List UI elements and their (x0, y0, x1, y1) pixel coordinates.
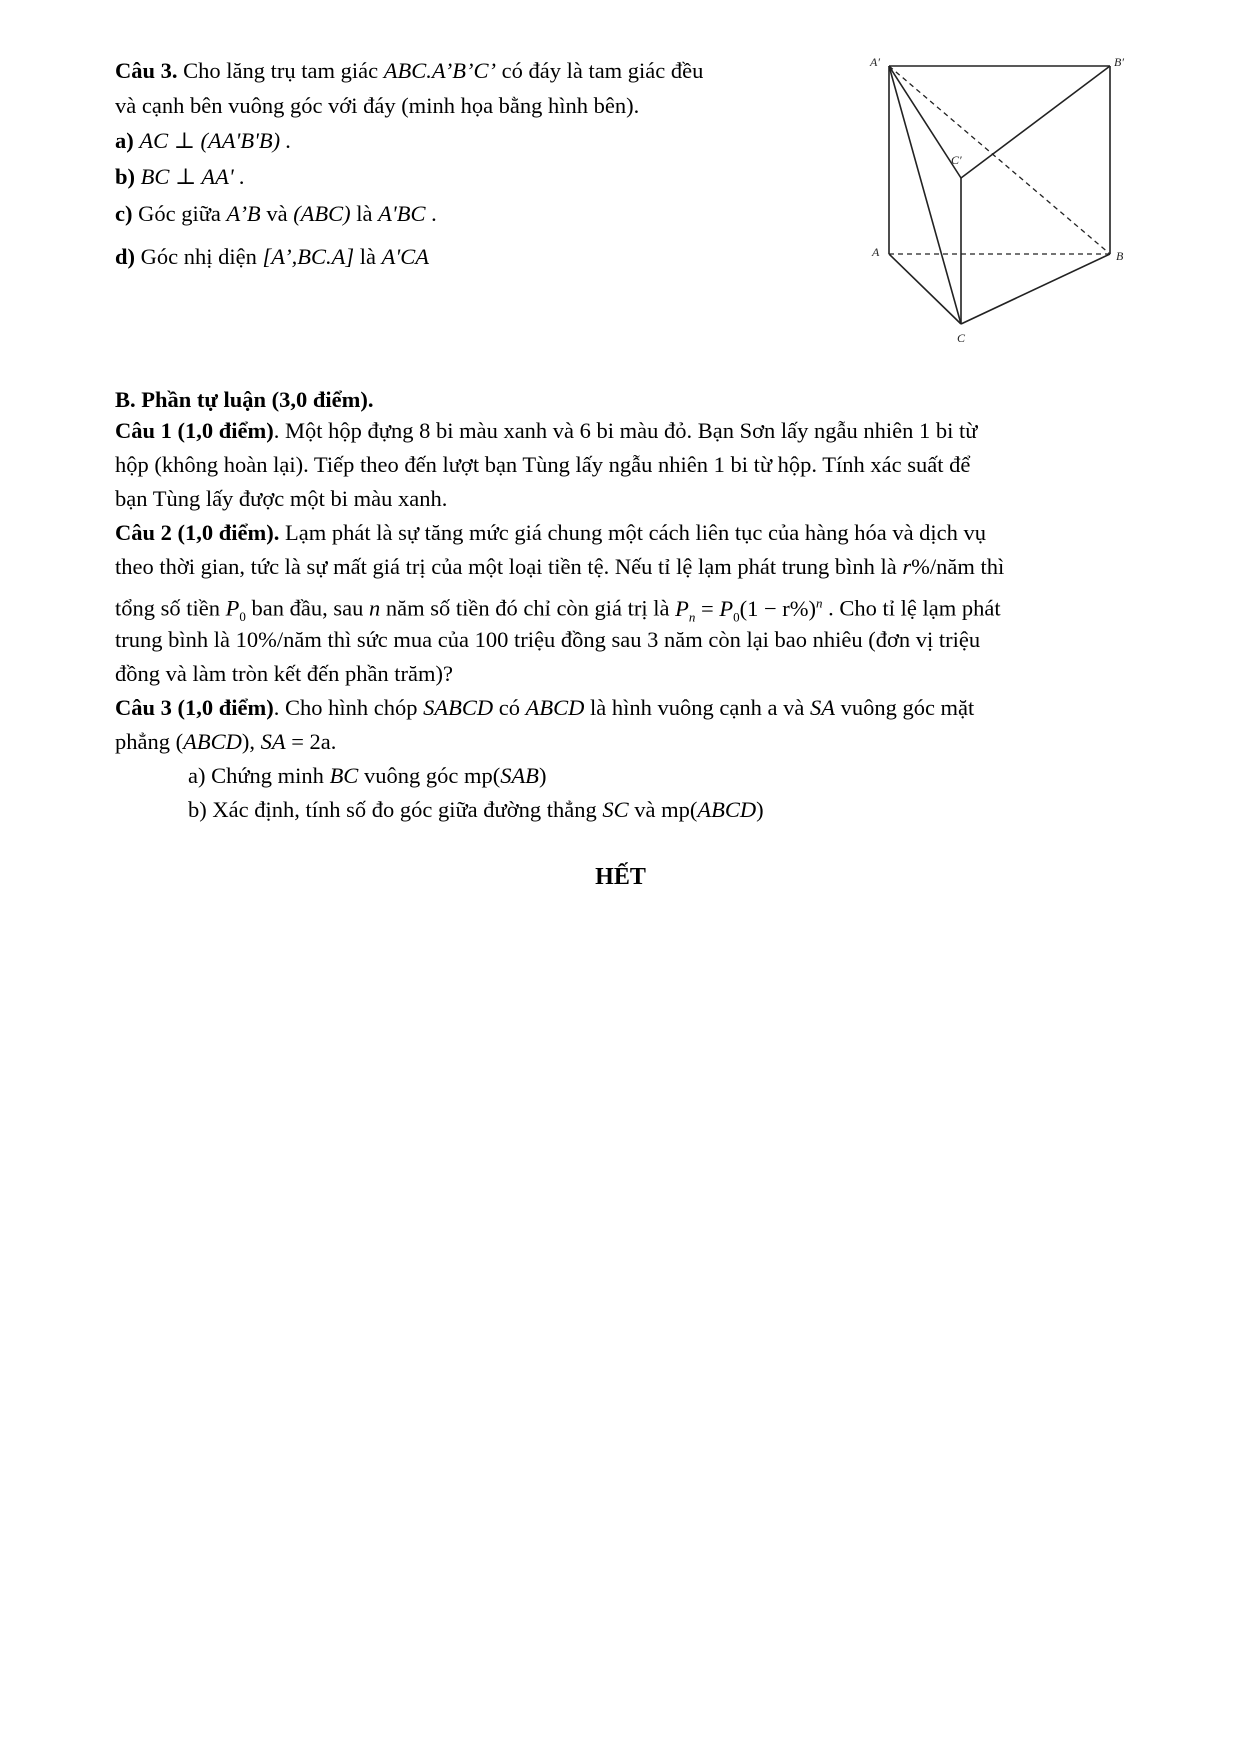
c2-text-3c: năm số tiền đó chỉ còn giá trị là (380, 595, 676, 621)
c3-SABCD: SABCD (423, 695, 494, 720)
c1-head: Câu 1 (1,0 điểm) (115, 418, 274, 443)
segment-AtopB-hidden (889, 66, 1110, 254)
c3-b-ABCD: ABCD (697, 797, 757, 822)
segment-AtopC (889, 66, 961, 324)
option-c-label: c) (115, 201, 133, 226)
end-title: HẾT (595, 864, 646, 890)
c3-a-5: ) (538, 763, 547, 788)
option-c-line: A’B (226, 201, 261, 226)
c1-line-2: hộp (không hoàn lại). Tiếp theo đến lượt bạn Tùng lấy ngẫu nhiên 1 bi từ hộp. Tính xác suất để (115, 452, 971, 477)
option-c-plane: (ABC) (293, 201, 351, 226)
c2-text-3a: tổng số tiền (115, 595, 226, 621)
c2-text-3b: ban đầu, sau (245, 595, 369, 621)
option-a-label: a) (115, 128, 134, 153)
c3-text-2a: phẳng ( (115, 729, 184, 754)
q3-line-1 (115, 54, 703, 88)
option-b-label: b) (115, 164, 136, 189)
c3-a-1: a) Chứng minh (188, 763, 330, 788)
c2-line-1 (115, 516, 986, 550)
c2-n: n (368, 595, 381, 621)
c2-text-2a: theo thời gian, tức là sự mất giá trị của một loại tiền tệ. Nếu tỉ lệ lạm phát trung bình là (115, 554, 903, 579)
option-c-text-3: là (350, 201, 379, 226)
c1-line-3: bạn Tùng lấy được một bi màu xanh. (115, 486, 448, 511)
formula-P-sub: n (688, 609, 696, 624)
c3-ABCD: ABCD (525, 695, 585, 720)
c3-b-5: ) (756, 797, 764, 822)
q3-option-d (115, 240, 429, 274)
edge-BtopCtop (961, 66, 1110, 178)
c2-P0: P (225, 595, 240, 621)
c3-text-1c: là hình vuông cạnh a và (584, 695, 810, 720)
c2-line-5: đồng và làm tròn kết đến phần trăm)? (115, 661, 454, 686)
formula-P0: P (719, 595, 734, 621)
c3-part-b (188, 793, 764, 827)
q3-text-end: có đáy là tam giác đều (495, 58, 704, 83)
c3-head: Câu 3 (1,0 điểm) (115, 695, 274, 720)
c3-text-1a: . Cho hình chóp (273, 695, 424, 720)
c2-text-3d: . Cho tỉ lệ lạm phát (822, 595, 1001, 621)
option-d-dihedral: [A’,BC.A] (262, 244, 355, 269)
c3-text-1b: có (493, 695, 526, 720)
q3-prefix: Câu 3. (115, 58, 178, 83)
c3-text-2c: ), (241, 729, 261, 754)
c3-SA: SA (809, 695, 835, 720)
c2-line-4: trung bình là 10%/năm thì sức mua của 100 triệu đồng sau 3 năm còn lại bao nhiêu (đơn vị triệu (115, 627, 981, 652)
c3-b-1: b) Xác định, tính số đo góc giữa đường thẳng (188, 797, 603, 822)
label-C-top: C′ (951, 153, 962, 167)
label-A-top: A′ (870, 56, 880, 69)
c2-P0-sub: 0 (239, 609, 246, 624)
c3-b-SC: SC (602, 797, 629, 822)
c3-SA-2: SA (260, 729, 286, 754)
formula-P: P (675, 595, 689, 621)
option-c-angle: A'BC (378, 201, 426, 226)
option-c-text-1: Góc giữa (132, 201, 227, 226)
option-b-text: BC ⊥ AA' . (140, 164, 245, 189)
c3-text-1d: vuông góc mặt (834, 695, 975, 720)
c3-text-2e: = 2a. (285, 729, 337, 754)
formula-rest: (1 − r%) (739, 595, 817, 621)
option-d-label: d) (115, 244, 136, 269)
c2-formula (675, 595, 823, 624)
c3-plane: ABCD (183, 729, 242, 754)
label-C: C (957, 331, 966, 345)
option-d-angle: A'CA (381, 244, 429, 269)
c2-r: r (902, 554, 912, 579)
c1-text-1: . Một hộp đựng 8 bi màu xanh và 6 bi màu đỏ. Bạn Sơn lấy ngẫu nhiên 1 bi từ (273, 418, 978, 443)
option-c-text-2: và (260, 201, 294, 226)
label-B-top: B′ (1114, 56, 1124, 69)
c3-a-3: vuông góc mp( (358, 763, 501, 788)
label-B: B (1116, 249, 1124, 263)
q3-option-c (115, 197, 437, 231)
c3-line-1 (115, 691, 974, 725)
q3-option-a (115, 124, 291, 158)
option-d-text-1: Góc nhị diện (135, 244, 263, 269)
partB-heading-text: B. Phần tự luận (3,0 điểm). (115, 387, 374, 412)
q3-option-b (115, 160, 245, 194)
q3-prism: ABC.A’B’C’ (383, 58, 496, 83)
c2-text-2b: %/năm thì (911, 554, 1005, 579)
partB-heading (115, 383, 374, 417)
formula-eq: = (695, 595, 720, 621)
option-a-text: AC ⊥ (AA'B'B) . (139, 128, 292, 153)
q3-text: Cho lăng trụ tam giác (177, 58, 384, 83)
c3-line-2 (115, 725, 336, 759)
c2-text-1: Lạm phát là sự tăng mức giá chung một cách liên tục của hàng hóa và dịch vụ (279, 520, 987, 545)
prism-figure (858, 56, 1138, 356)
label-A: A (872, 245, 880, 259)
c1-line-1 (115, 414, 977, 448)
c3-part-a (188, 759, 546, 793)
c3-a-SAB: SAB (500, 763, 539, 788)
q3-line-2: và cạnh bên vuông góc với đáy (minh họa bằng hình bên). (115, 93, 640, 118)
option-c-dot: . (425, 201, 437, 226)
edge-BC (961, 254, 1110, 324)
option-d-text-2: là (354, 244, 382, 269)
c2-line-2 (115, 550, 1004, 584)
c2-head: Câu 2 (1,0 điểm). (115, 520, 280, 545)
edge-AC (889, 254, 961, 324)
c3-a-BC: BC (329, 763, 359, 788)
c3-b-3: và mp( (628, 797, 698, 822)
formula-P0-sub: 0 (733, 609, 740, 624)
formula-exp: n (816, 595, 823, 610)
